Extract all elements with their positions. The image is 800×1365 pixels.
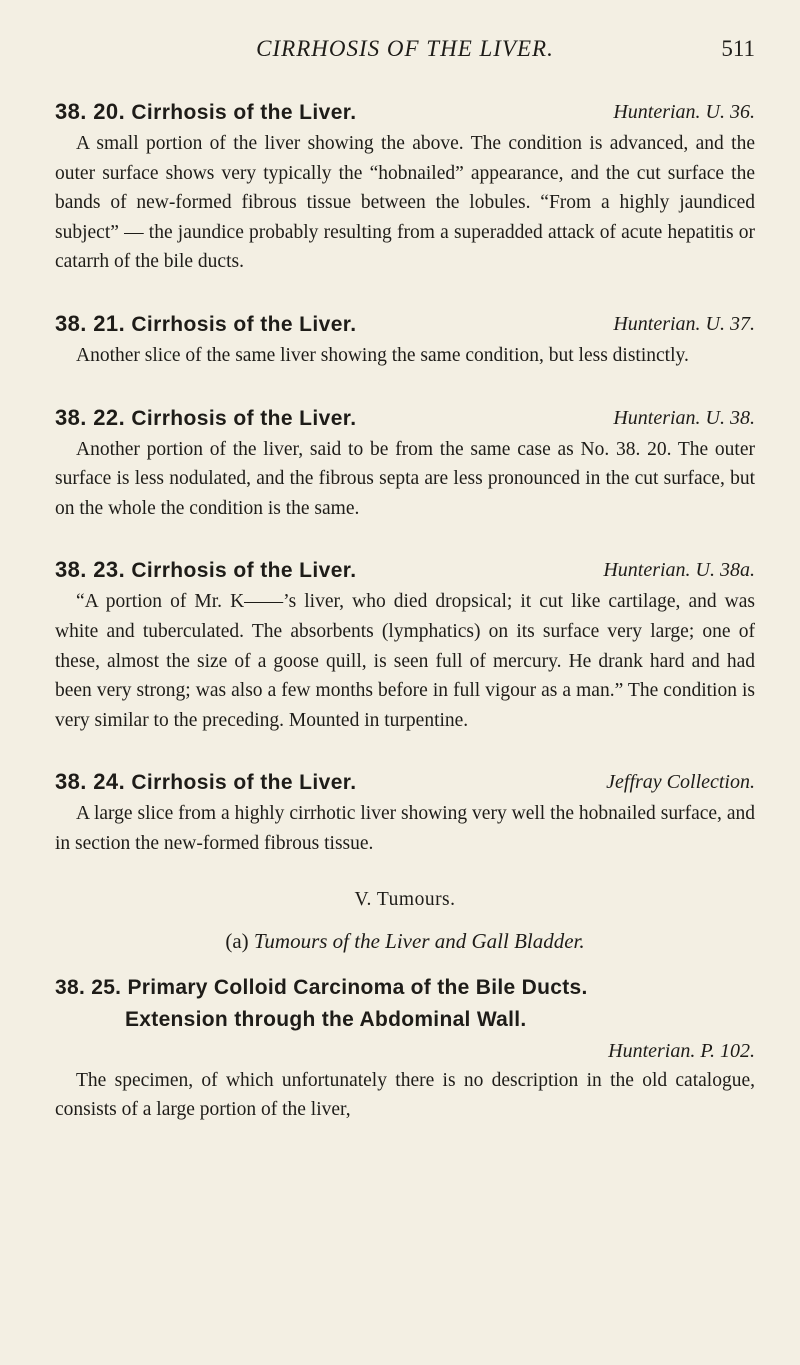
entry-number: 38. 21. xyxy=(55,310,126,336)
entry-38-21 xyxy=(55,307,755,371)
entry-description: Another portion of the liver, said to be from the same case as No. 38. 20. The outer surface is less nodulated, and the fibrous septa are less pronounced in the cut surface, but on the whole the condition is the same. xyxy=(55,438,755,519)
page-number: 511 xyxy=(721,36,755,61)
running-title: CIRRHOSIS OF THE LIVER. xyxy=(256,36,554,61)
entry-description: A small portion of the liver showing the above. The condition is advanced, and the outer surface shows very typically the “hobnailed” appearance, and the cut surface the bands of new-formed fibrous tissue between the lobules. “From a highly jaundiced subject” — the jaundice probably resulting from a superadded attack of acute hepatitis or catarrh of the bile ducts. xyxy=(55,133,755,273)
entry-title xyxy=(55,101,356,124)
entry-heading xyxy=(55,553,755,587)
entry-number: 38. 20. xyxy=(55,99,126,124)
entry-number: 38. 22. xyxy=(55,404,126,430)
entry-title-text: Cirrhosis of the Liver. xyxy=(131,559,357,583)
entry-title xyxy=(55,972,755,1036)
entry-title-text: Cirrhosis of the Liver. xyxy=(131,406,357,430)
entry-source: Hunterian. U. 37. xyxy=(613,312,755,335)
page-content xyxy=(55,95,755,1125)
entry-number: 38. 24. xyxy=(55,769,126,795)
entry-heading xyxy=(55,765,755,799)
section-heading: V. Tumours. xyxy=(354,888,456,910)
entry-38-20 xyxy=(55,95,755,277)
subsection-heading xyxy=(55,929,755,954)
entry-source: Hunterian. P. 102. xyxy=(608,1039,755,1062)
entry-title-text: Cirrhosis of the Liver. xyxy=(131,771,357,795)
entry-source: Hunterian. U. 38. xyxy=(613,406,755,429)
entry-38-22 xyxy=(55,401,755,524)
entry-38-24 xyxy=(55,765,755,858)
entry-title-line-1: Primary Colloid Carcinoma of the Bile Ducts. xyxy=(127,975,588,999)
entry-title-text: Cirrhosis of the Liver. xyxy=(131,101,357,124)
entry-38-25 xyxy=(55,972,755,1125)
entry-title-text: Cirrhosis of the Liver. xyxy=(131,312,357,336)
entry-description: A large slice from a highly cirrhotic liver showing very well the hobnailed surface, and in section the new-formed fibrous tissue. xyxy=(55,803,755,854)
entry-description: “A portion of Mr. K——’s liver, who died dropsical; it cut like cartilage, and was white and tuberculated. The absorbents (lymphatics) on its surface very large; one of these, almost the size of a goose quill, is seen full of mercury. He drank hard and had been very strong; was also a few months before in full vigour as a man.” The condition is very similar to the preceding. Mounted in turpentine. xyxy=(55,591,755,731)
entry-heading xyxy=(55,307,755,341)
entry-number: 38. 25. xyxy=(55,975,122,999)
entry-38-23 xyxy=(55,553,755,735)
entry-heading xyxy=(55,401,755,435)
entry-number: 38. 23. xyxy=(55,557,126,583)
entry-title xyxy=(55,404,357,430)
subsection-label: (a) xyxy=(225,928,249,953)
entry-description: Another slice of the same liver showing the same condition, but less distinctly. xyxy=(76,344,689,366)
entry-title xyxy=(55,559,356,582)
running-head xyxy=(55,36,755,76)
subsection-title: Tumours of the Liver and Gall Bladder. xyxy=(253,928,585,953)
entry-description: The specimen, of which unfortunately there is no description in the old catalogue, consists of a large portion of the liver, xyxy=(55,1069,755,1121)
entry-title-line-2: Extension through the Abdominal Wall. xyxy=(125,1007,527,1031)
entry-source: Hunterian. U. 36. xyxy=(613,101,755,123)
entry-title xyxy=(55,771,356,794)
entry-heading xyxy=(55,95,755,129)
entry-source: Hunterian. U. 38a. xyxy=(603,559,755,582)
entry-source: Jeffray Collection. xyxy=(606,771,755,794)
entry-title xyxy=(55,310,357,336)
